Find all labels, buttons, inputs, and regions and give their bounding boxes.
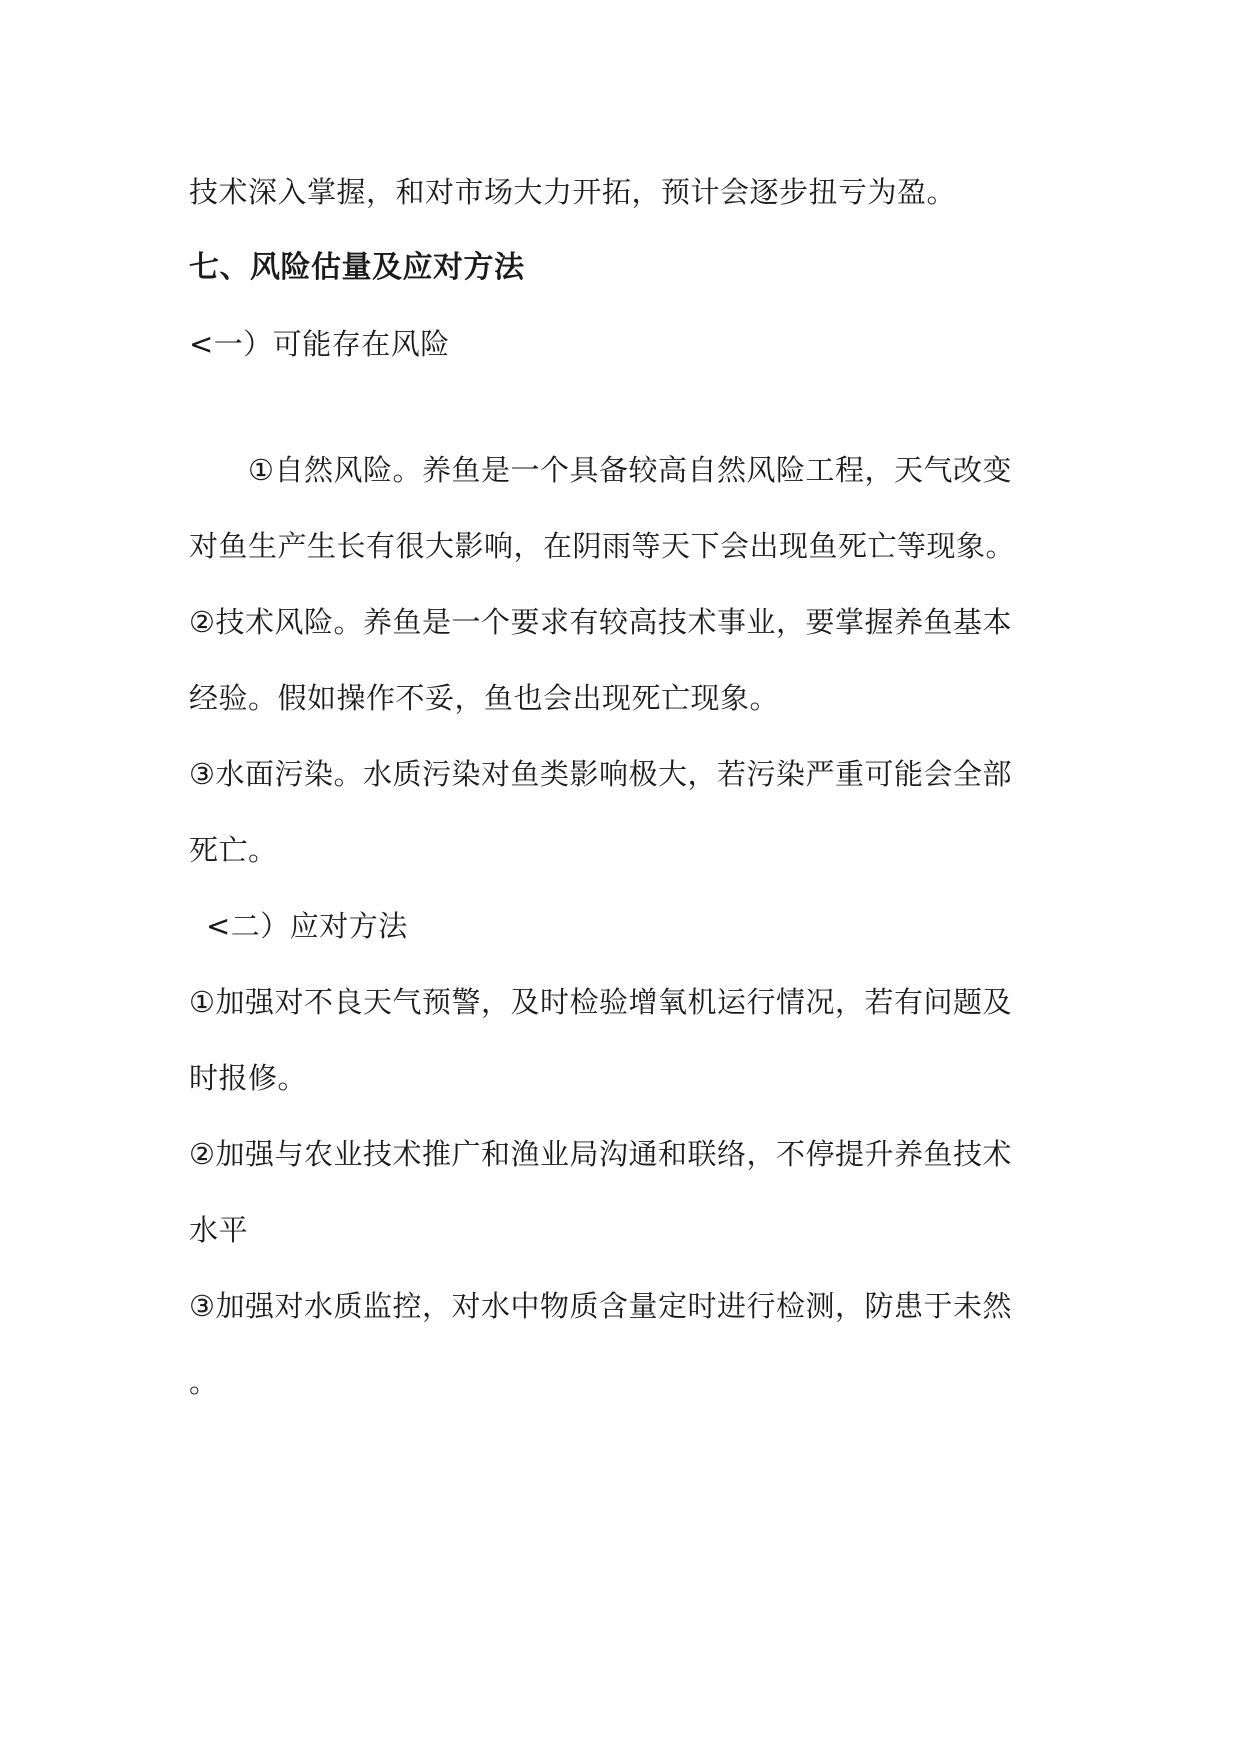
- risk-technical-line-1: ②技术风险。养鱼是一个要求有较高技术事业，要掌握养鱼基本: [189, 605, 1012, 639]
- section-heading-risk: 七、风险估量及应对方法: [189, 250, 525, 285]
- risk-technical-line-2: 经验。假如操作不妥，鱼也会出现死亡现象。: [189, 681, 780, 715]
- measure-technique-line-1: ②加强与农业技术推广和渔业局沟通和联络，不停提升养鱼技术: [189, 1137, 1012, 1171]
- measure-water-line-2: 。: [189, 1365, 219, 1399]
- subheading-possible-risks: <一）可能存在风险: [189, 327, 450, 361]
- measure-weather-line-1: ①加强对不良天气预警，及时检验增氧机运行情况，若有问题及: [189, 985, 1012, 1019]
- measure-technique-line-2: 水平: [189, 1213, 249, 1247]
- subheading-countermeasures: <二）应对方法: [206, 909, 408, 943]
- risk-natural-line-1: ①自然风险。养鱼是一个具备较高自然风险工程，天气改变: [248, 453, 1012, 487]
- risk-pollution-line-2: 死亡。: [189, 833, 278, 867]
- measure-weather-line-2: 时报修。: [189, 1061, 308, 1095]
- risk-pollution-line-1: ③水面污染。水质污染对鱼类影响极大，若污染严重可能会全部: [189, 757, 1012, 791]
- measure-water-line-1: ③加强对水质监控，对水中物质含量定时进行检测，防患于未然: [189, 1289, 1012, 1323]
- risk-natural-line-2: 对鱼生产生长有很大影响，在阴雨等天下会出现鱼死亡等现象。: [189, 529, 1016, 563]
- paragraph-continuation: 技术深入掌握，和对市场大力开拓，预计会逐步扭亏为盈。: [189, 175, 957, 209]
